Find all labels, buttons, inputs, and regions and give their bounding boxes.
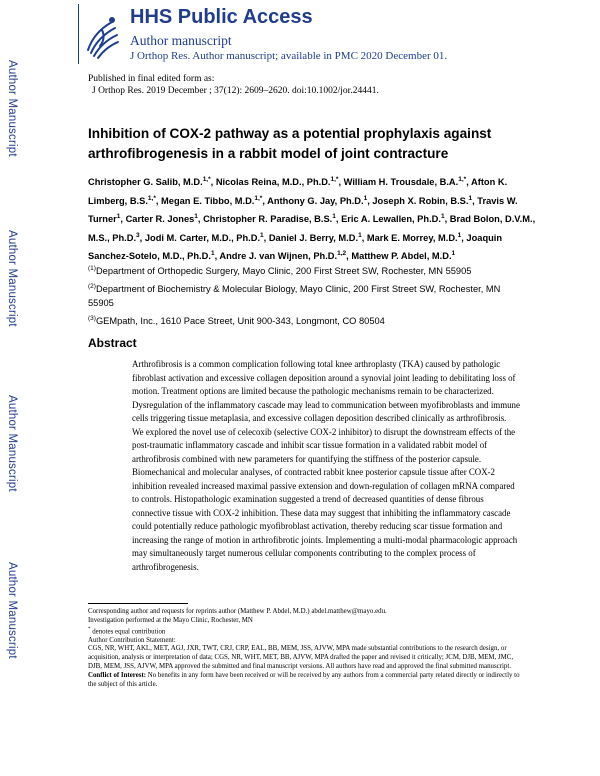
- author-name: Nicolas Reina, M.D., Ph.D.$^{1,*}$: [215, 176, 339, 188]
- abstract-heading: Abstract: [88, 336, 137, 350]
- author-name: Daniel J. Berry, M.D.$^1$: [268, 231, 362, 243]
- author-affiliation-marker: 1: [194, 213, 198, 220]
- author-affiliation-marker: 1: [116, 213, 121, 220]
- author-affiliation-marker: 1,*: [254, 194, 263, 202]
- paper-title: Inhibition of COX-2 pathway as a potential prophylaxis against arthrofibrogenesis in a rabbit model of joint contracture: [88, 126, 492, 161]
- corresponding-author-note: Corresponding author and requests for reprints author (Matthew P. Abdel, M.D.) abdel.matthew@mayo.edu.: [88, 608, 387, 615]
- header-divider: [78, 4, 79, 64]
- conflict-of-interest-note: Conflict of Interest: No benefits in any form have been received or will be received by any authors from a commercial party related directly or indirectly to the subject of this article.: [88, 671, 520, 688]
- published-in-label: Published in final edited form as:: [88, 74, 215, 84]
- hhs-eagle-logo-icon: [82, 10, 122, 60]
- author-name: Afton K. Limberg, B.S.$^{1,*}$: [88, 177, 508, 206]
- journal-citation: J Orthop Res. 2019 December ; 37(12): 2609–2620. doi:10.1002/jor.24441.: [92, 86, 379, 96]
- author-name: Matthew P. Abdel, M.D.$^1$: [351, 250, 456, 262]
- author-affiliation-marker: 1: [260, 231, 264, 239]
- author-name: Joseph X. Robin, B.S.$^1$: [372, 194, 473, 206]
- author-affiliation-marker: 1: [468, 194, 473, 202]
- author-name: Christopher G. Salib, M.D.$^{1,*}$: [88, 176, 211, 188]
- affiliation-marker: (3): [88, 315, 96, 322]
- author-affiliation-marker: 1,*: [202, 176, 211, 183]
- author-name: Mark E. Morrey, M.D.$^1$: [366, 231, 462, 243]
- author-affiliation-marker: 1: [451, 250, 456, 257]
- hhs-public-access-title: HHS Public Access: [130, 6, 313, 28]
- author-manuscript-subtitle: Author manuscript: [130, 33, 232, 48]
- author-name: Brad Bolon, D.V.M., M.S., Ph.D.$^3$: [88, 214, 536, 243]
- sidebar-author-manuscript-label: Author Manuscript: [6, 60, 18, 157]
- author-affiliation-marker: 1: [457, 231, 462, 239]
- affiliation-1: $^{(1)}$Department of Orthopedic Surgery, Mayo Clinic, 200 First Street SW, Rochester, MN 55905: [88, 265, 472, 277]
- author-name: Andre J. van Wijnen, Ph.D.$^{1,2}$: [219, 250, 347, 262]
- author-affiliation-marker: 1: [210, 250, 215, 257]
- author-affiliation-marker: 1,*: [330, 176, 339, 183]
- sidebar-author-manuscript-label: Author Manuscript: [6, 562, 18, 659]
- footnote-rule: [88, 603, 188, 604]
- affiliation-marker: (2): [88, 283, 96, 290]
- author-affiliation-marker: 1,*: [147, 194, 156, 202]
- author-affiliation-marker: 1: [363, 194, 368, 202]
- equal-contribution-note: * denotes equal contribution: [88, 626, 166, 635]
- contribution-heading: Author Contribution Statement:: [88, 636, 176, 644]
- author-name: Christopher R. Paradise, B.S.$^1$: [203, 213, 336, 225]
- author-name: Anthony G. Jay, Ph.D.$^1$: [267, 194, 368, 206]
- sidebar-author-manuscript-label: Author Manuscript: [6, 395, 18, 492]
- author-name: Megan E. Tibbo, M.D.$^{1,*}$: [161, 194, 263, 206]
- author-affiliation-marker: 1: [332, 213, 336, 220]
- author-affiliation-marker: 1: [358, 231, 362, 239]
- affiliation-2: $^{(2)}$Department of Biochemistry & Molecular Biology, Mayo Clinic, 200 First Street SW, Rochester, MN 55905: [88, 283, 501, 308]
- author-name: Jodi M. Carter, M.D., Ph.D.$^1$: [144, 231, 264, 243]
- author-affiliation-marker: 3: [136, 231, 140, 239]
- affiliation-3: $^{(3)}$GEMpath, Inc., 1610 Pace Street, Unit 900-343, Longmont, CO 80504: [88, 315, 385, 327]
- author-name: Travis W. Turner$^1$: [88, 195, 518, 225]
- author-name: Eric A. Lewallen, Ph.D.$^1$: [341, 213, 445, 225]
- footnotes: [88, 608, 528, 689]
- investigation-note: Investigation performed at the Mayo Clinic, Rochester, MN: [88, 616, 253, 624]
- author-name: William H. Trousdale, B.A.$^{1,*}$: [343, 176, 467, 188]
- author-name: Carter R. Jones$^1$: [125, 213, 198, 225]
- author-affiliation-marker: 1: [440, 213, 445, 220]
- author-affiliation-marker: 1,*: [458, 176, 467, 183]
- author-affiliation-marker: 1,2: [337, 250, 347, 257]
- affiliation-marker: (1): [88, 265, 96, 272]
- contribution-text: CGS, NR, WHT, AKL, MET, AGJ, JXR, TWT, CRJ, CRP, EAL, BB, MEM, JSS, AJVW, MPA made substantial contributions to the research design, or acquisition, analysis or interpretation of data; CGS, NR, WHT, MET, BB, AJVW, MPA drafted the paper and revised it critically; JCM, DJB, MEM, JMC, DJB, MEM, JSS, AJVW, MPA approved the submitted and final manuscript versions. All authors have read and approved the final submitted manuscript.: [88, 645, 514, 671]
- author-list: Christopher G. Salib, M.D.$^{1,*}$, Nicolas Reina, M.D., Ph.D.$^{1,*}$, William H. Trousdale, B.A.$^{1,*}$, Afton K. Limberg, B.S.$^{1,*}$, Megan E. Tibbo, M.D.$^{1,*}$, Anthony G. Jay, Ph.D.$^1$, Joseph X. Robin, B.S.$^1$, Travis W. Turner$^1$, Carter R. Jones$^1$, Christopher R. Paradise, B.S.$^1$, Eric A. Lewallen, Ph.D.$^1$, Brad Bolon, D.V.M., M.S., Ph.D.$^3$, Jodi M. Carter, M.D., Ph.D.$^1$, Daniel J. Berry, M.D.$^1$, Mark E. Morrey, M.D.$^1$, Joaquin Sanchez-Sotelo, M.D., Ph.D.$^1$, Andre J. van Wijnen, Ph.D.$^{1,2}$, Matthew P. Abdel, M.D.$^1$: [88, 176, 536, 262]
- author-name: Joaquin Sanchez-Sotelo, M.D., Ph.D.$^1$: [88, 232, 503, 262]
- journal-availability-line: J Orthop Res. Author manuscript; available in PMC 2020 December 01.: [130, 50, 448, 62]
- abstract-paragraph: Arthrofibrosis is a common complication following total knee arthroplasty (TKA) caused by pathologic fibroblast activation and excessive collagen deposition around a synovial joint leading to debilitating loss of motion. Treatment options are limited because the pathologic mechanisms remain to be characterized. Dysregulation of the inflammatory cascade may lead to communication between myofibroblasts and immune cells triggering tissue metaplasia, and excessive collagen deposition described clinically as arthrofibrosis. We explored the novel use of celecoxib (selective COX-2 inhibitor) to disrupt the downstream effects of the post-traumatic inflammatory cascade and inhibit scar tissue formation in a validated rabbit model of arthrofibrosis combined with new parameters for quantifying the stiffness of the posterior capsule.: [132, 359, 520, 464]
- abstract-body: [132, 358, 520, 574]
- sidebar-author-manuscript-label: Author Manuscript: [6, 230, 18, 327]
- abstract-paragraph: Biomechanical and molecular analyses, of contracted rabbit knee posterior capsule tissue after COX-2 inhibition revealed increased maximal passive extension and down-regulation of collagen mRNA compared to controls. Histopathologic examination suggested a trend of decreased quantities of dense fibrous connective tissue with COX-2 inhibition. These data may suggest that inhibiting the inflammatory cascade could potentially reduce pathologic myofibroblast activation, thereby reducing scar tissue formation and increasing the range of motion in arthrofibrotic joints. Implementing a multi-modal pharmacologic approach may simultaneously target numerous cellular components contributing to the complex process of arthrofibrogenesis.: [132, 467, 518, 572]
